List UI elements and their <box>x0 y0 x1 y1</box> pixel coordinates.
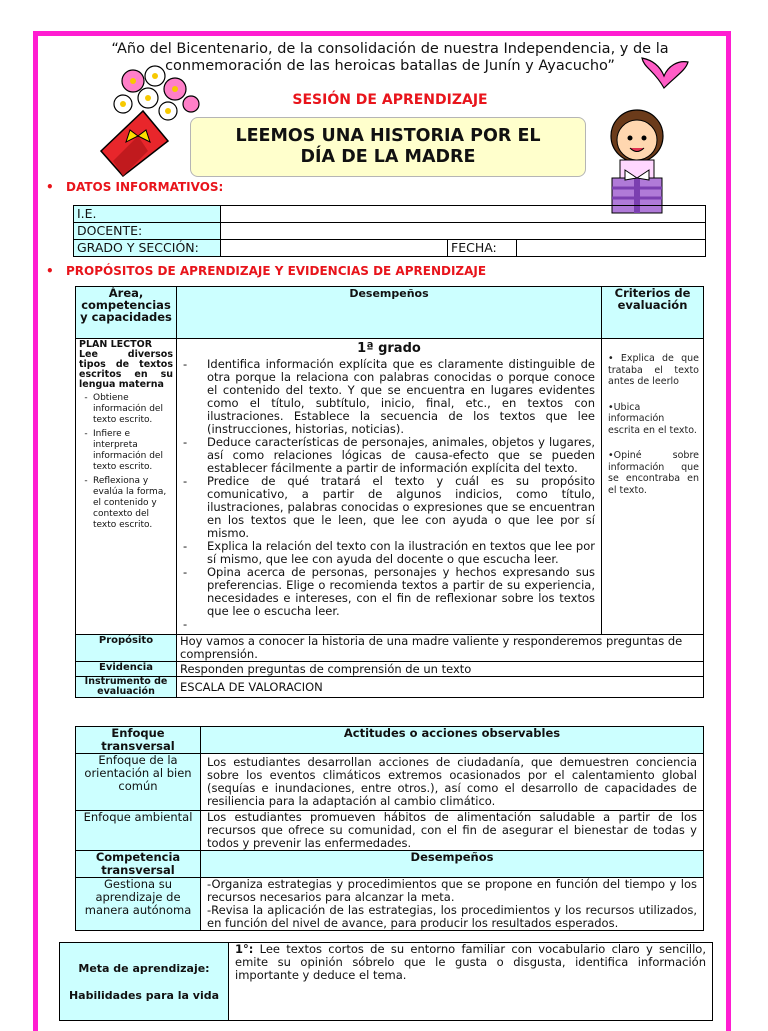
col-desempenos: Desempeños <box>177 287 602 339</box>
session-title-box <box>190 117 586 177</box>
list-item: - Obtiene información del texto escrito. <box>84 393 163 425</box>
grade-heading: 1ª grado <box>357 341 421 356</box>
session-label: SESIÓN DE APRENDIZAJE <box>292 92 488 108</box>
list-item: - Identifica información explícita que es claramente distinguible de otra porque la relaciona con palabras conocidas o porque conoce el contenido del texto. Y que se encuentra en lugares evidentes como el título, subtítulo, inicio, final, etc., en textos con ilustraciones. Establece la secuencia de los textos que lee (instrucciones, historias, noticias). <box>183 357 595 436</box>
capacidades-list <box>79 393 173 531</box>
fecha-label: FECHA: <box>448 240 517 257</box>
section-propositos: • PROPÓSITOS DE APRENDIZAJE Y EVIDENCIAS DE APRENDIZAJE <box>46 264 487 278</box>
proposito-text: Hoy vamos a conocer la historia de una madre valiente y responderemos preguntas de comprensión. <box>177 635 704 662</box>
instrumento-label: Instrumento de evaluación <box>76 677 177 698</box>
session-title: LEEMOS UNA HISTORIA POR EL DÍA DE LA MADRE <box>235 126 541 167</box>
col-criterios: Criterios de evaluación <box>602 287 704 339</box>
criterio-item: •Ubica información escrita en el texto. <box>608 401 697 436</box>
list-item: - Explica la relación del texto con la ilustración en textos que lee por sí mismo, que lee con ayuda del docente o que escucha leer. <box>183 539 595 566</box>
competencia-name: Gestiona su aprendizaje de manera autónoma <box>76 878 201 931</box>
enfoque-name: Enfoque de la orientación al bien común <box>76 754 201 811</box>
meta-label: Meta de aprendizaje: <box>78 961 210 975</box>
grado-label: GRADO Y SECCIÓN: <box>74 240 221 257</box>
list-item: - Deduce características de personajes, animales, objetos y lugares, así como relaciones lógicas de causa-efecto que se pueden establecer fácilmente a partir de información explícita del texto. <box>183 435 595 475</box>
col-comp-desempenos: Desempeños <box>201 851 704 878</box>
fecha-value[interactable] <box>517 240 706 257</box>
enfoque-name: Enfoque ambiental <box>76 811 201 851</box>
evidencia-text: Responden preguntas de comprensión de un texto <box>177 662 704 677</box>
competencia-name: Lee diversos tipos de textos escritos en su lengua materna <box>79 349 173 390</box>
docente-label: DOCENTE: <box>74 223 221 240</box>
col-area: Área, competencias y capacidades <box>76 287 177 339</box>
comp-line: -Revisa la aplicación de las estrategias, los procedimientos y los recursos utilizados, en función del nivel de avance, para producir los resultados esperados. <box>207 903 697 930</box>
enfoque-accion: Los estudiantes desarrollan acciones de ciudadanía, que demuestren conciencia sobre los eventos climáticos extremos ocasionados por el calentamiento global (sequías e inundaciones, entre otros.), así como el desarrollo de capacidades de resiliencia para la adaptación al cambio climático. <box>201 754 704 811</box>
comp-line: -Organiza estrategias y procedimientos que se propone en función del tiempo y los recursos necesarios para alcanzar la meta. <box>207 877 697 904</box>
proposito-label: Propósito <box>76 635 177 662</box>
criterio-item: • Explica de que trataba el texto antes de leerlo <box>608 353 699 387</box>
area-name: PLAN LECTOR <box>79 339 153 350</box>
official-year-header: “Año del Bicentenario, de la consolidación de nuestra Independencia, y de la conmemoración de las heroicas batallas de Junín y Ayacucho” <box>111 41 669 74</box>
meta-text: Lee textos cortos de su entorno familiar con vocabulario claro y sencillo, emite su opinión sóbrelo que le gusta o disgusta, identifica información importante y deduce el tema. <box>235 942 706 982</box>
list-item: - <box>183 617 188 631</box>
ie-label: I.E. <box>74 206 221 223</box>
col-enfoque: Enfoque transversal <box>76 727 201 754</box>
propositos-table <box>75 286 704 698</box>
docente-value[interactable] <box>221 223 706 240</box>
ie-value[interactable] <box>221 206 706 223</box>
grado-value[interactable] <box>221 240 448 257</box>
criterio-item: •Opiné sobre información que se encontraba en el texto. <box>608 450 699 496</box>
col-competencia: Competencia transversal <box>76 851 201 878</box>
col-actitudes: Actitudes o acciones observables <box>201 727 704 754</box>
instrumento-text: ESCALA DE VALORACION <box>177 677 704 698</box>
list-item: - Opina acerca de personas, personajes y hechos expresando sus preferencias. Elige o recomienda textos a partir de su experiencia, necesidades e intereses, con el fin de reflexionar sobre los textos que lee o escucha leer. <box>183 565 595 618</box>
desempenos-list <box>183 358 595 631</box>
list-item: - Reflexiona y evalúa la forma, el contenido y contexto del texto escrito. <box>84 476 167 530</box>
habilidades-label: Habilidades para la vida <box>68 988 220 1002</box>
datos-table <box>73 205 706 257</box>
list-item: - Predice de qué tratará el texto y cuál es su propósito comunicativo, a partir de algunos indicios, como título, ilustraciones, palabras conocidas o expresiones que se encuentran en los textos que le leen, que lee con ayuda o que lee por sí mismo. <box>183 474 595 540</box>
list-item: - Infiere e interpreta información del texto escrito. <box>84 429 163 472</box>
meta-table <box>59 942 713 1021</box>
evidencia-label: Evidencia <box>76 662 177 677</box>
section-datos: • DATOS INFORMATIVOS: <box>46 180 224 194</box>
enfoque-table <box>75 726 704 931</box>
meta-grade: 1°: <box>235 942 254 956</box>
enfoque-accion: Los estudiantes promueven hábitos de alimentación saludable a partir de los recursos que ofrece su comunidad, con el fin de asegurar el bienestar de todas y todos y prevenir las enfermedades. <box>201 811 704 851</box>
